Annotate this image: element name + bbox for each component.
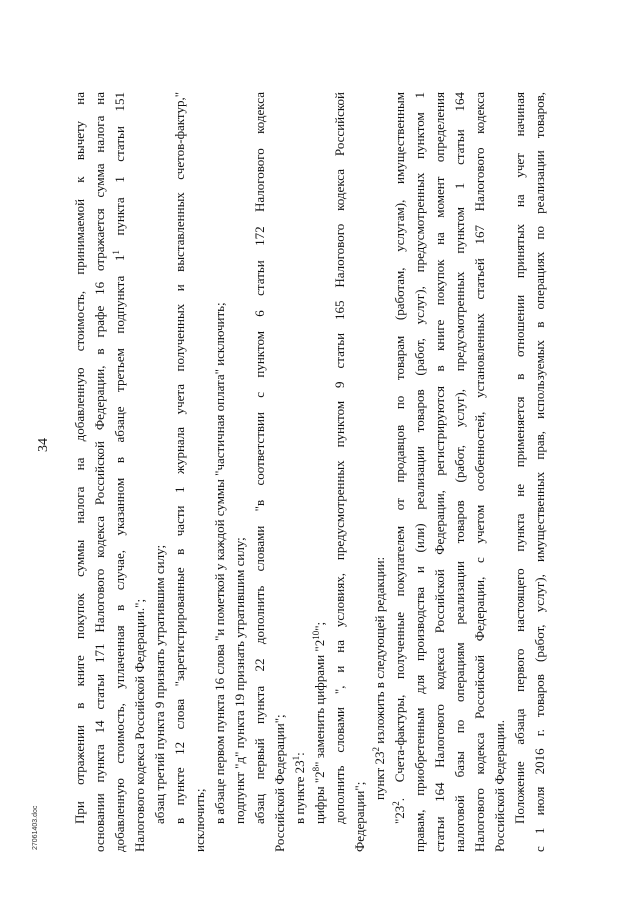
page-number: 34 — [36, 438, 51, 452]
text-fragment: : — [292, 752, 307, 756]
text-line: с 1 июля 2016 г. товаров (работ, услуг), имущественных прав, используемых в операциях по реализации товаров, — [532, 92, 547, 852]
superscript: 2 — [391, 801, 401, 806]
text-line: в пункте 12 слова "зарегистрированные в части 1 журнала учета полученных и выставленных счетов-фактур," — [172, 92, 187, 824]
text-line: дополнить словами ", и на условиях, предусмотренных пунктом 9 статьи 165 Налогового кодекса Российской — [332, 92, 347, 824]
text-line: правам, приобретенным для производства и (или) реализации товаров (работ, услуг), предусмотренных пунктом 1 — [412, 92, 427, 852]
text-line: абзац третий пункта 9 признать утратившим силу; — [152, 544, 167, 824]
text-line — [290, 752, 310, 824]
text-line — [370, 557, 390, 800]
text-line: налоговой базы по операциям реализации товаров (работ, услуг), предусмотренных пунктом 1 статьи 164 — [452, 92, 467, 852]
text-line: подпункт "д" пункта 19 признать утратившим силу; — [232, 537, 247, 824]
text-fragment: " заменить цифрами "2 — [312, 639, 327, 767]
superscript: 1 — [291, 755, 301, 761]
superscript: 2 — [371, 747, 381, 752]
text-line — [310, 622, 330, 824]
text-line: При отражении в книге покупок суммы налога на добавленную стоимость, принимаемой к вычету на — [72, 92, 87, 824]
rotated-text-body — [70, 52, 550, 852]
text-line: Положение абзаца первого настоящего пункта не применяется в отношении принятых на учет начиная — [512, 92, 527, 824]
superscript: 8 — [311, 766, 321, 772]
text-line: Российской Федерации. — [492, 720, 507, 852]
text-fragment: добавленную стоимость, уплаченная в случае, указанном в абзаце третьем подпункта 1 — [112, 254, 127, 852]
text-fragment: . Счета-фактуры, полученные покупателем от продавцов по товарам (работам, услугам), имущественным — [392, 92, 407, 802]
text-line: абзац первый пункта 22 дополнить словами "в соответствии с пунктом 6 статьи 172 Налогового кодекса — [252, 92, 267, 824]
text-line: в абзаце первом пункта 16 слова "и пометкой у каждой суммы "частичная оплата" исключить; — [212, 302, 227, 824]
footer-filename: 27061403.doc — [32, 805, 39, 850]
text-line: исключить; — [192, 788, 207, 852]
text-fragment: изложить в следующей редакции: — [372, 556, 387, 747]
text-fragment: статьи 151 — [112, 91, 127, 162]
text-line: Налогового кодекса Российской Федерации, с учетом особенностей, установленных статьей 167 Налогового кодекса — [472, 92, 487, 852]
text-line: Российской Федерации"; — [272, 714, 287, 852]
text-fragment: пункта 1 — [112, 176, 127, 236]
superscript: 10 — [311, 630, 321, 640]
text-fragment: "23 — [392, 805, 407, 824]
text-line: основании пункта 14 статьи 171 Налогового кодекса Российской Федерации, в графе 16 отражается сумма налога на — [92, 92, 107, 852]
text-fragment: пункт 23 — [372, 751, 387, 800]
text-fragment: в пункте 23 — [292, 760, 307, 824]
text-line: статьи 164 Налогового кодекса Российской Федерации, регистрируются в книге покупок на момент определения — [432, 92, 447, 852]
text-line — [390, 92, 410, 824]
text-fragment: цифры "2 — [312, 771, 327, 824]
superscript: 1 — [111, 250, 121, 255]
text-line — [110, 92, 130, 852]
text-line: Федерации"; — [352, 781, 367, 852]
text-line: Налогового кодекса Российской Федерации."; — [132, 598, 147, 852]
text-fragment: "; — [312, 621, 327, 631]
